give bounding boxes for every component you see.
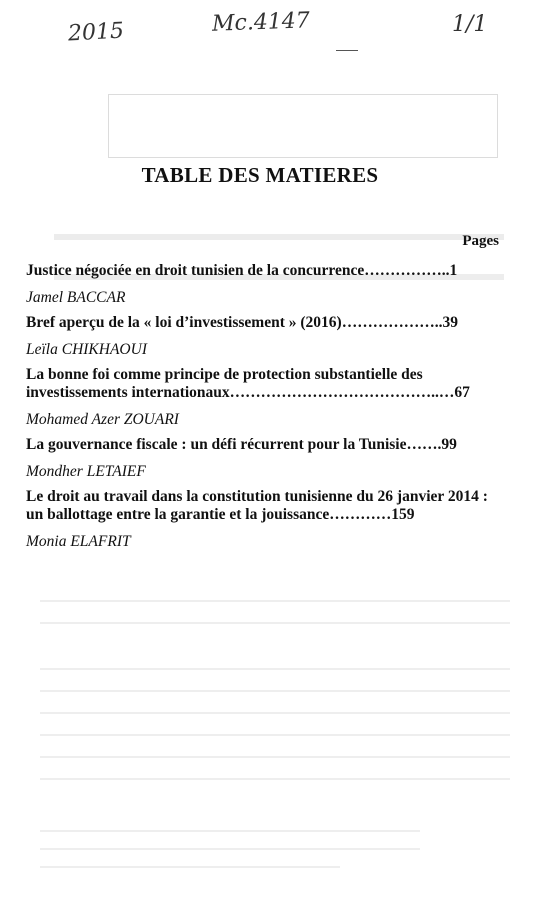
toc-entry [26, 436, 500, 481]
show-through-line [40, 668, 510, 670]
show-through-line [40, 830, 420, 832]
toc-entry [26, 488, 500, 551]
toc-entry [26, 314, 500, 359]
handwritten-year: 2015 [67, 18, 125, 47]
show-through-line [40, 848, 420, 850]
toc-entry [26, 262, 500, 307]
handwritten-annotations [0, 6, 551, 46]
toc-entry-title: Le droit au travail dans la constitution tunisienne du 26 janvier 2014 : un ballottage entre la garantie et la jouissance…………159 [26, 488, 488, 523]
show-through-line [40, 712, 510, 714]
show-through-line [40, 622, 510, 624]
toc-entry-title: Justice négociée en droit tunisien de la concurrence……………..1 [26, 262, 458, 279]
handwritten-reference: Mc.4147 [211, 8, 311, 37]
toc-entry-author: Jamel BACCAR [26, 289, 126, 306]
show-through-line [40, 866, 340, 868]
show-through-line [40, 690, 510, 692]
toc-entry-author: Leïla CHIKHAOUI [26, 341, 147, 358]
handwritten-index: 1/1 [452, 12, 488, 37]
show-through-line [40, 756, 510, 758]
show-through-line [40, 734, 510, 736]
toc-entry-title: Bref aperçu de la « loi d’investissement » (2016)………………..39 [26, 314, 458, 331]
page-title: TABLE DES MATIERES [141, 163, 379, 187]
table-of-contents [26, 262, 500, 558]
toc-entry-title: La bonne foi comme principe de protection substantielle des investissements internationaux…………………………………..…67 [26, 366, 470, 401]
toc-entry-title: La gouvernance fiscale : un défi récurrent pour la Tunisie…….99 [26, 436, 457, 453]
show-through-line [40, 778, 510, 780]
handwritten-stroke [336, 50, 358, 51]
show-through-line [40, 600, 510, 602]
toc-entry-author: Mondher LETAIEF [26, 463, 146, 480]
pages-column-label: Pages [462, 233, 499, 249]
toc-entry [26, 366, 500, 429]
toc-entry-author: Monia ELAFRIT [26, 533, 131, 550]
show-through-box [108, 94, 498, 158]
toc-entry-author: Mohamed Azer ZOUARI [26, 411, 179, 428]
